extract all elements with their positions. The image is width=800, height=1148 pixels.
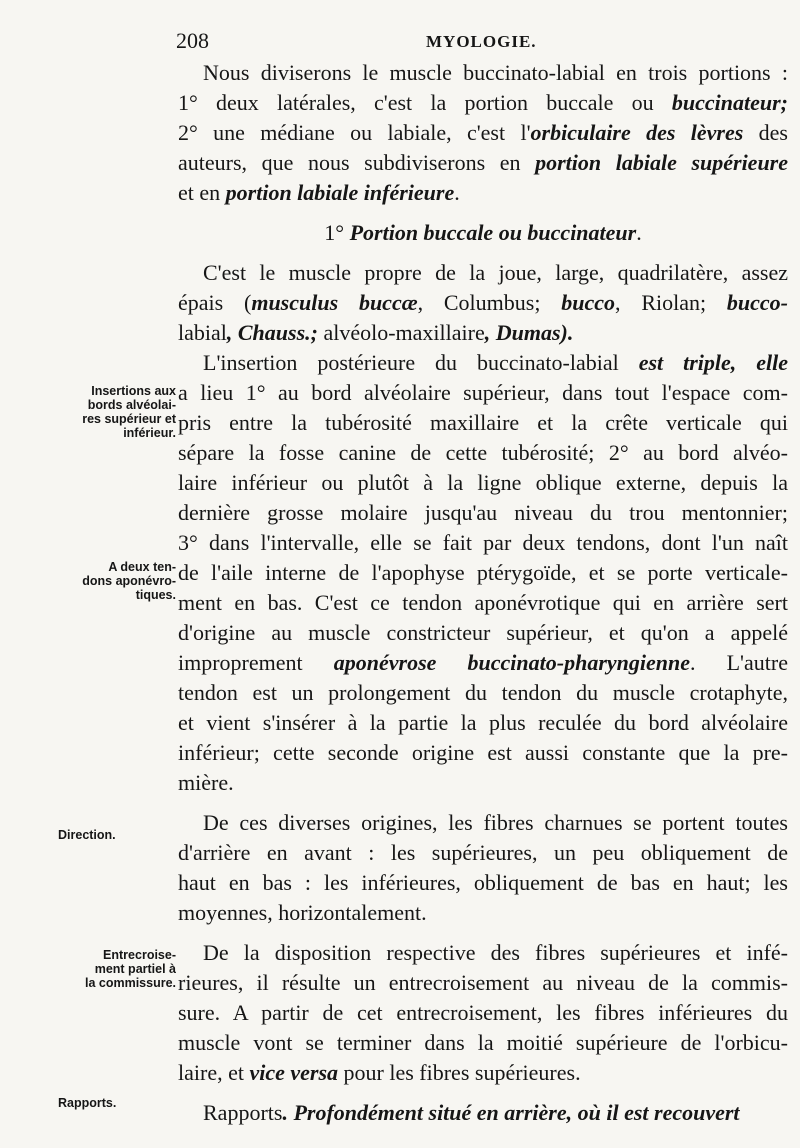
section-heading [178, 218, 788, 248]
text-run: alvéolo-maxillaire [323, 320, 485, 345]
emphasis: orbiculaire des lèvres [530, 120, 744, 145]
text-run: haut en bas : les inférieures, obliquement de bas en haut; les [178, 870, 788, 895]
text-run: a lieu 1° au bord alvéolaire supérieur, dans tout l'espace com- [178, 380, 788, 405]
text-run: improprement [178, 650, 334, 675]
text-line [178, 218, 788, 248]
text-run: pris entre la tubérosité maxillaire et la crête verticale qui [178, 410, 788, 435]
text-line [178, 88, 788, 118]
text-line [178, 258, 788, 288]
text-line [178, 118, 788, 148]
text-run: Nous diviserons le muscle buccinato-labial en trois portions : [203, 60, 788, 85]
emphasis: est triple, elle [618, 350, 788, 375]
text-run: d'origine au muscle constricteur supérieur, et qu'on a appelé [178, 620, 788, 645]
text-run: moyennes, horizontalement. [178, 900, 427, 925]
text-run: L'insertion postérieure du buccinato-labial [203, 350, 619, 375]
emphasis: portion labiale inférieure [225, 180, 455, 205]
text-run: d'arrière en avant : les supérieures, un peu obliquement de [178, 840, 788, 865]
text-run: De la disposition respective des fibres supérieures et infé- [203, 940, 788, 965]
paragraph-rapports [178, 1098, 788, 1128]
text-line [178, 288, 788, 318]
text-column [178, 58, 788, 1128]
text-line [178, 1098, 788, 1128]
emphasis: musculus buccæ [251, 290, 418, 315]
text-line [178, 648, 788, 678]
paragraph-direction [178, 808, 788, 928]
margin-note-entrecroisement: Entrecroise- ment partiel à la commissure. [84, 948, 176, 990]
text-line [178, 938, 788, 968]
text-run: 1° deux latérales, c'est la portion buccale ou [178, 90, 672, 115]
text-line [178, 898, 788, 928]
text-run: tendon est un prolongement du tendon du muscle crotaphyte, [178, 680, 788, 705]
margin-note-direction: Direction. [58, 828, 116, 842]
text-line [178, 678, 788, 708]
text-line [178, 318, 788, 348]
text-run: , Riolan; [615, 290, 727, 315]
text-line [178, 468, 788, 498]
text-run: labial [178, 320, 227, 345]
text-run: laire, et [178, 1060, 250, 1085]
text-run: mière. [178, 770, 234, 795]
emphasis: Portion buccale ou buccinateur [349, 220, 637, 245]
text-line [178, 618, 788, 648]
text-run: inférieur; cette seconde origine est aussi constante que la pre- [178, 740, 788, 765]
text-run: Rapports [203, 1100, 283, 1125]
page-number: 208 [176, 28, 209, 53]
text-line [178, 868, 788, 898]
emphasis: aponévrose buccinato-pharyngienne [333, 650, 690, 675]
text-run: et en [178, 180, 226, 205]
text-run: laire inférieur ou plutôt à la ligne oblique externe, depuis la [178, 470, 788, 495]
text-run: 1° [324, 220, 350, 245]
emphasis: buccinateur; [671, 90, 788, 115]
text-run: sure. A partir de cet entrecroisement, les fibres inférieures du [178, 1000, 788, 1025]
text-run: . [636, 220, 642, 245]
paragraph-definition [178, 258, 788, 348]
text-line [178, 968, 788, 998]
emphasis: bucco [561, 290, 616, 315]
text-run: sépare la fosse canine de cette tubérosité; 2° au bord alvéo- [178, 440, 788, 465]
margin-note-insertions: Insertions aux bords alvéolai- res supérieur et inférieur. [82, 384, 176, 440]
text-run: De ces diverses origines, les fibres charnues se portent toutes [203, 810, 788, 835]
emphasis: vice versa [249, 1060, 339, 1085]
text-line [178, 348, 788, 378]
text-line [178, 838, 788, 868]
text-run: de l'aile interne de l'apophyse ptérygoïde, et se porte verticale- [178, 560, 788, 585]
text-line [178, 148, 788, 178]
text-line [178, 58, 788, 88]
emphasis: portion labiale supérieure [535, 150, 789, 175]
paragraph-divisions [178, 58, 788, 208]
text-line [178, 408, 788, 438]
text-run: épais ( [178, 290, 252, 315]
text-line [178, 438, 788, 468]
emphasis: , Chauss.; [226, 320, 324, 345]
margin-notes [0, 0, 180, 1148]
text-run: . [454, 180, 460, 205]
text-line [178, 998, 788, 1028]
text-run: rieures, il résulte un entrecroisement au niveau de la commis- [178, 970, 788, 995]
text-line [178, 768, 788, 798]
emphasis: . Profondément situé en arrière, où il est recouvert [282, 1100, 740, 1125]
emphasis: bucco- [726, 290, 788, 315]
text-run: muscle vont se terminer dans la moitié supérieure de l'orbicu- [178, 1030, 788, 1055]
text-line [178, 378, 788, 408]
margin-note-deux-tendons: A deux ten- dons aponévro- tiques. [82, 560, 176, 602]
text-run: 3° dans l'intervalle, elle se fait par deux tendons, dont l'un naît [178, 530, 788, 555]
text-line [178, 808, 788, 838]
text-run: dernière grosse molaire jusqu'au niveau du trou mentonnier; [178, 500, 788, 525]
text-line [178, 1058, 788, 1088]
margin-note-rapports: Rapports. [58, 1096, 117, 1110]
running-title: MYOLOGIE. [426, 32, 537, 51]
paragraph-entrecroisement [178, 938, 788, 1088]
text-run: des [743, 120, 788, 145]
text-run: . L'autre [690, 650, 788, 675]
text-line [178, 708, 788, 738]
text-line [178, 738, 788, 768]
text-line [178, 588, 788, 618]
text-line [178, 528, 788, 558]
text-line [178, 498, 788, 528]
text-run: 2° une médiane ou labiale, c'est l' [178, 120, 531, 145]
text-run: auteurs, que nous subdiviserons en [178, 150, 536, 175]
text-line [178, 558, 788, 588]
emphasis: , Dumas). [484, 320, 574, 345]
text-run: , Columbus; [417, 290, 562, 315]
text-run: C'est le muscle propre de la joue, large, quadrilatère, assez [203, 260, 788, 285]
text-line [178, 1028, 788, 1058]
paragraph-insertion [178, 348, 788, 798]
text-run: ment en bas. C'est ce tendon aponévrotique qui en arrière sert [178, 590, 788, 615]
text-run: pour les fibres supérieures. [338, 1060, 581, 1085]
text-line [178, 178, 788, 208]
text-run: et vient s'insérer à la partie la plus reculée du bord alvéolaire [178, 710, 788, 735]
